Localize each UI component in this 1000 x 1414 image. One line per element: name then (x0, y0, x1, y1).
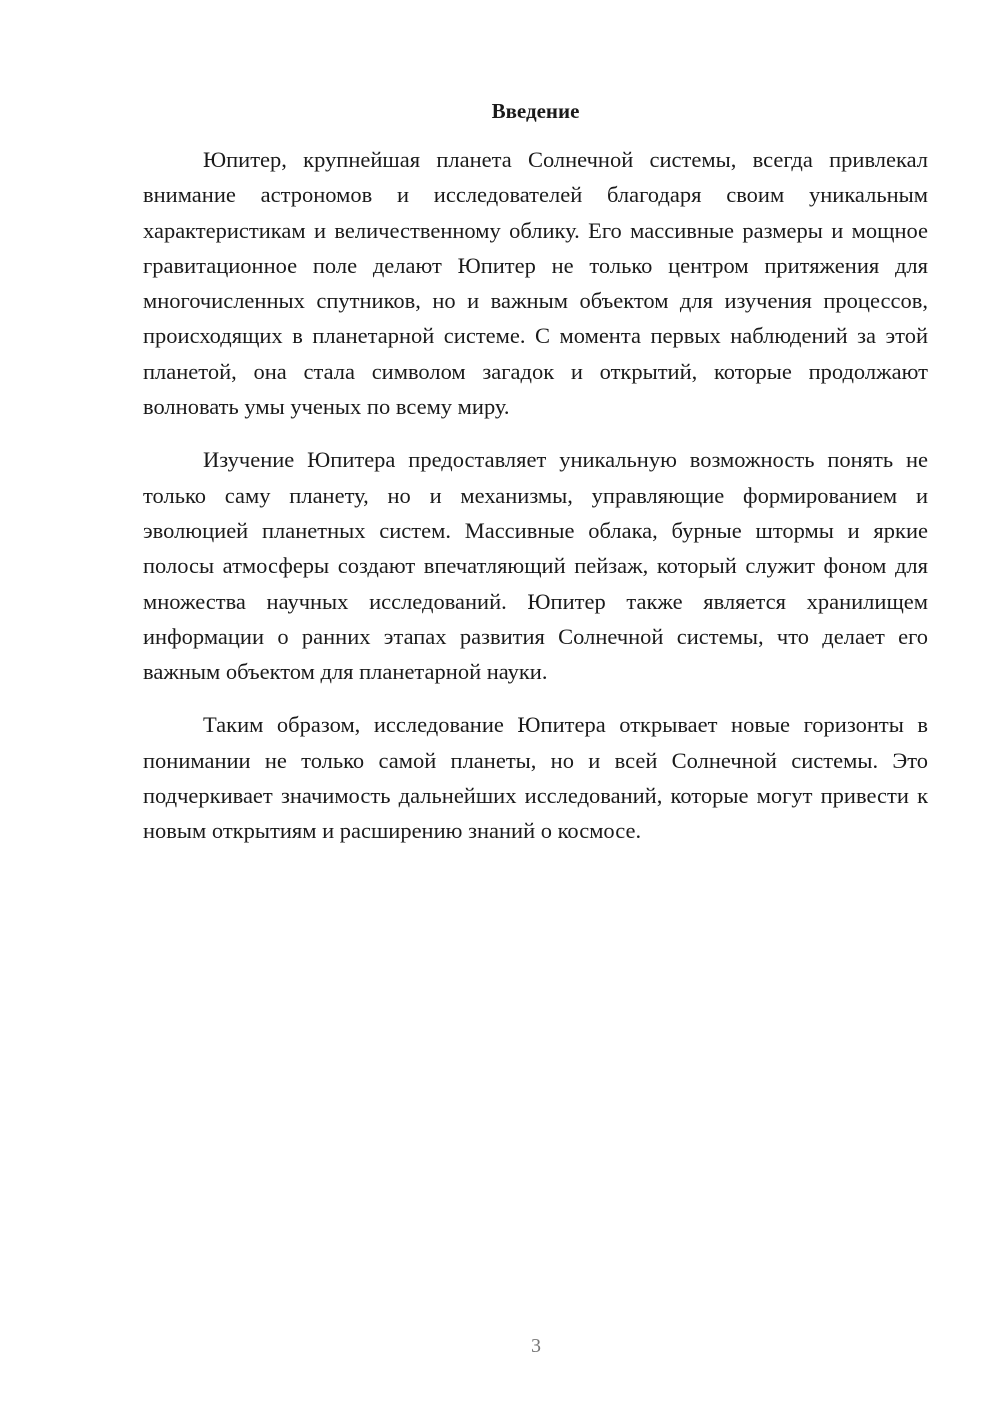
section-heading: Введение (491, 99, 580, 123)
paragraph-2: Изучение Юпитера предоставляет уникальную возможность понять не только саму планету, но и механизмы, управляющие формированием и эволюцией планетных систем. Массивные облака, бурные штормы и яркие полосы атмосферы создают впечатляющий пейзаж, который служит фоном для множества научных исследований. Юпитер также является хранилищем информации о ранних этапах развития Солнечной системы, что делает его важным объектом для планетарной науки. (143, 447, 928, 685)
document-body (143, 142, 928, 867)
paragraph-3: Таким образом, исследование Юпитера открывает новые горизонты в понимании не только самой планеты, но и всей Солнечной системы. Это подчеркивает значимость дальнейших исследований, которые могут привести к новым открытиям и расширению знаний о космосе. (143, 712, 928, 844)
paragraph-1: Юпитер, крупнейшая планета Солнечной системы, всегда привлекал внимание астрономов и исследователей благодаря своим уникальным характеристикам и величественному облику. Его массивные размеры и мощное гравитационное поле делают Юпитер не только центром притяжения для многочисленных спутников, но и важным объектом для изучения процессов, происходящих в планетарной системе. С момента первых наблюдений за этой планетой, она стала символом загадок и открытий, которые продолжают волновать умы ученых по всему миру. (143, 147, 928, 420)
page-number: 3 (531, 1335, 541, 1357)
